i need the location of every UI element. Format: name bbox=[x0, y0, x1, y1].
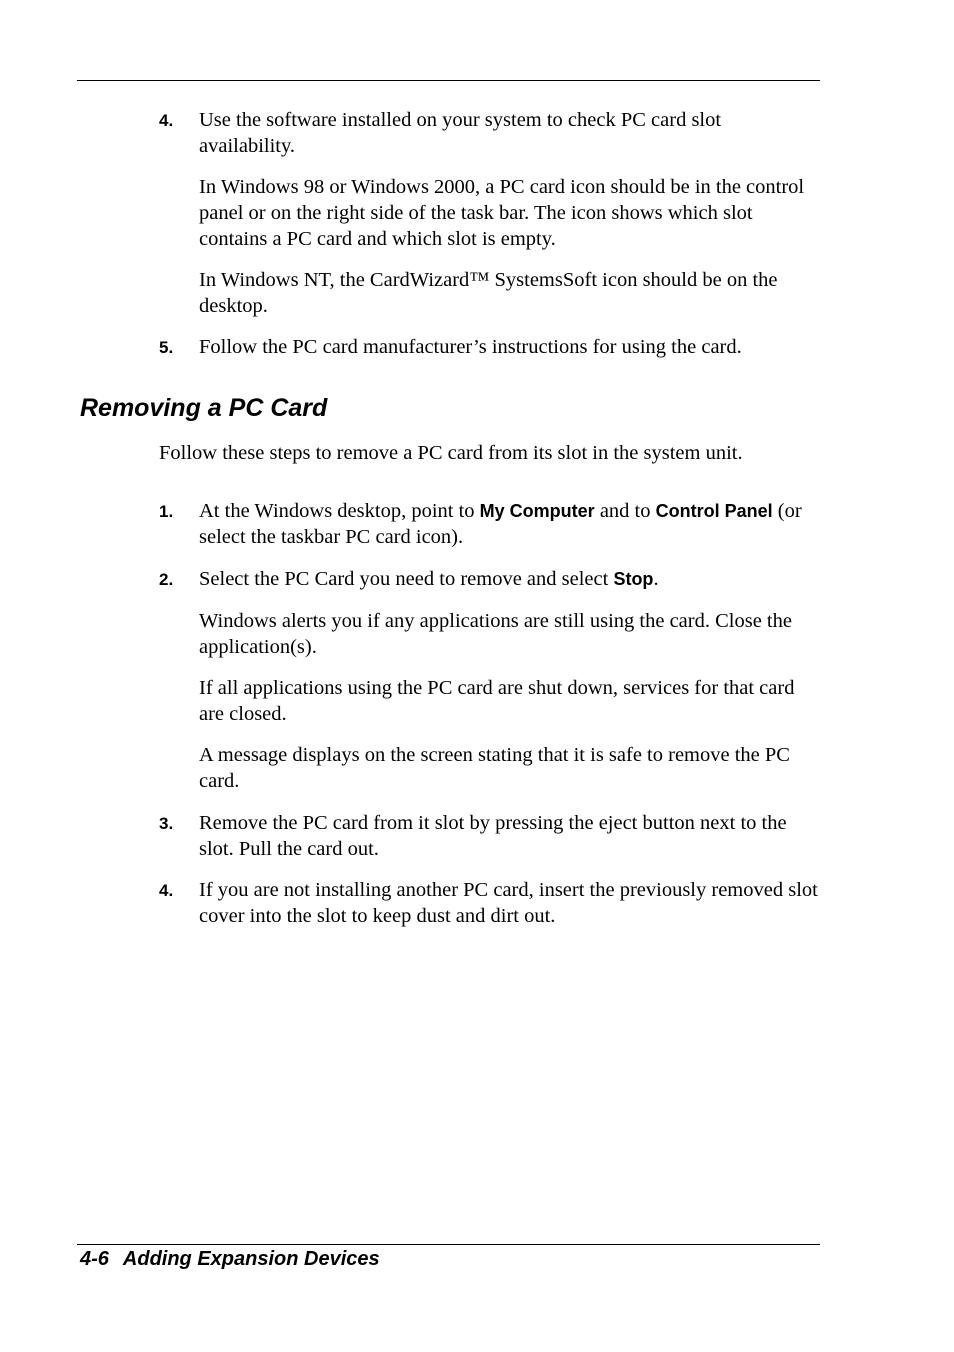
ui-term-my-computer: My Computer bbox=[479, 501, 595, 521]
header-rule bbox=[77, 80, 820, 81]
step-text-part: and to bbox=[594, 500, 656, 522]
step-note: If all applications using the PC card are shut down, services for that card are closed. bbox=[199, 677, 795, 725]
section-heading: Removing a PC Card bbox=[80, 394, 328, 422]
step-note: A message displays on the screen stating that it is safe to remove the PC card. bbox=[199, 744, 790, 792]
step-text: Remove the PC card from it slot by pressing the eject button next to the slot. Pull the card out. bbox=[199, 812, 787, 860]
step-text-part: . bbox=[653, 568, 659, 590]
page-footer bbox=[80, 1246, 380, 1272]
step-note: In Windows NT, the CardWizard™ SystemsSoft icon should be on the desktop. bbox=[199, 269, 778, 317]
step-number: 5. bbox=[159, 338, 174, 357]
step-text bbox=[199, 498, 819, 550]
step-text-part: Select the PC Card you need to remove and select bbox=[199, 568, 614, 590]
step-number: 4. bbox=[159, 111, 174, 130]
step-number: 1. bbox=[159, 502, 174, 521]
step-note: In Windows 98 or Windows 2000, a PC card icon should be in the control panel or on the right side of the task bar. The icon shows which slot contains a PC card and which slot is empty. bbox=[199, 176, 805, 250]
step-number: 4. bbox=[159, 881, 174, 900]
page-number: 4-6 bbox=[80, 1248, 109, 1270]
step-text bbox=[199, 566, 819, 592]
footer-rule bbox=[77, 1244, 820, 1245]
step-number: 3. bbox=[159, 814, 174, 833]
step-text-part: (or select the taskbar PC card icon). bbox=[199, 500, 802, 548]
step-number: 2. bbox=[159, 570, 174, 589]
step-text: Use the software installed on your system to check PC card slot availability. bbox=[199, 109, 722, 157]
section-intro: Follow these steps to remove a PC card from its slot in the system unit. bbox=[159, 442, 743, 464]
step-note: Windows alerts you if any applications are still using the card. Close the application(s). bbox=[199, 610, 792, 658]
chapter-title: Adding Expansion Devices bbox=[122, 1248, 380, 1270]
step-text: If you are not installing another PC card, insert the previously removed slot cover into the slot to keep dust and dirt out. bbox=[199, 879, 818, 927]
ui-term-stop: Stop bbox=[613, 569, 654, 589]
step-text-part: At the Windows desktop, point to bbox=[199, 500, 480, 522]
ui-term-control-panel: Control Panel bbox=[655, 501, 773, 521]
step-text: Follow the PC card manufacturer’s instructions for using the card. bbox=[199, 336, 742, 358]
